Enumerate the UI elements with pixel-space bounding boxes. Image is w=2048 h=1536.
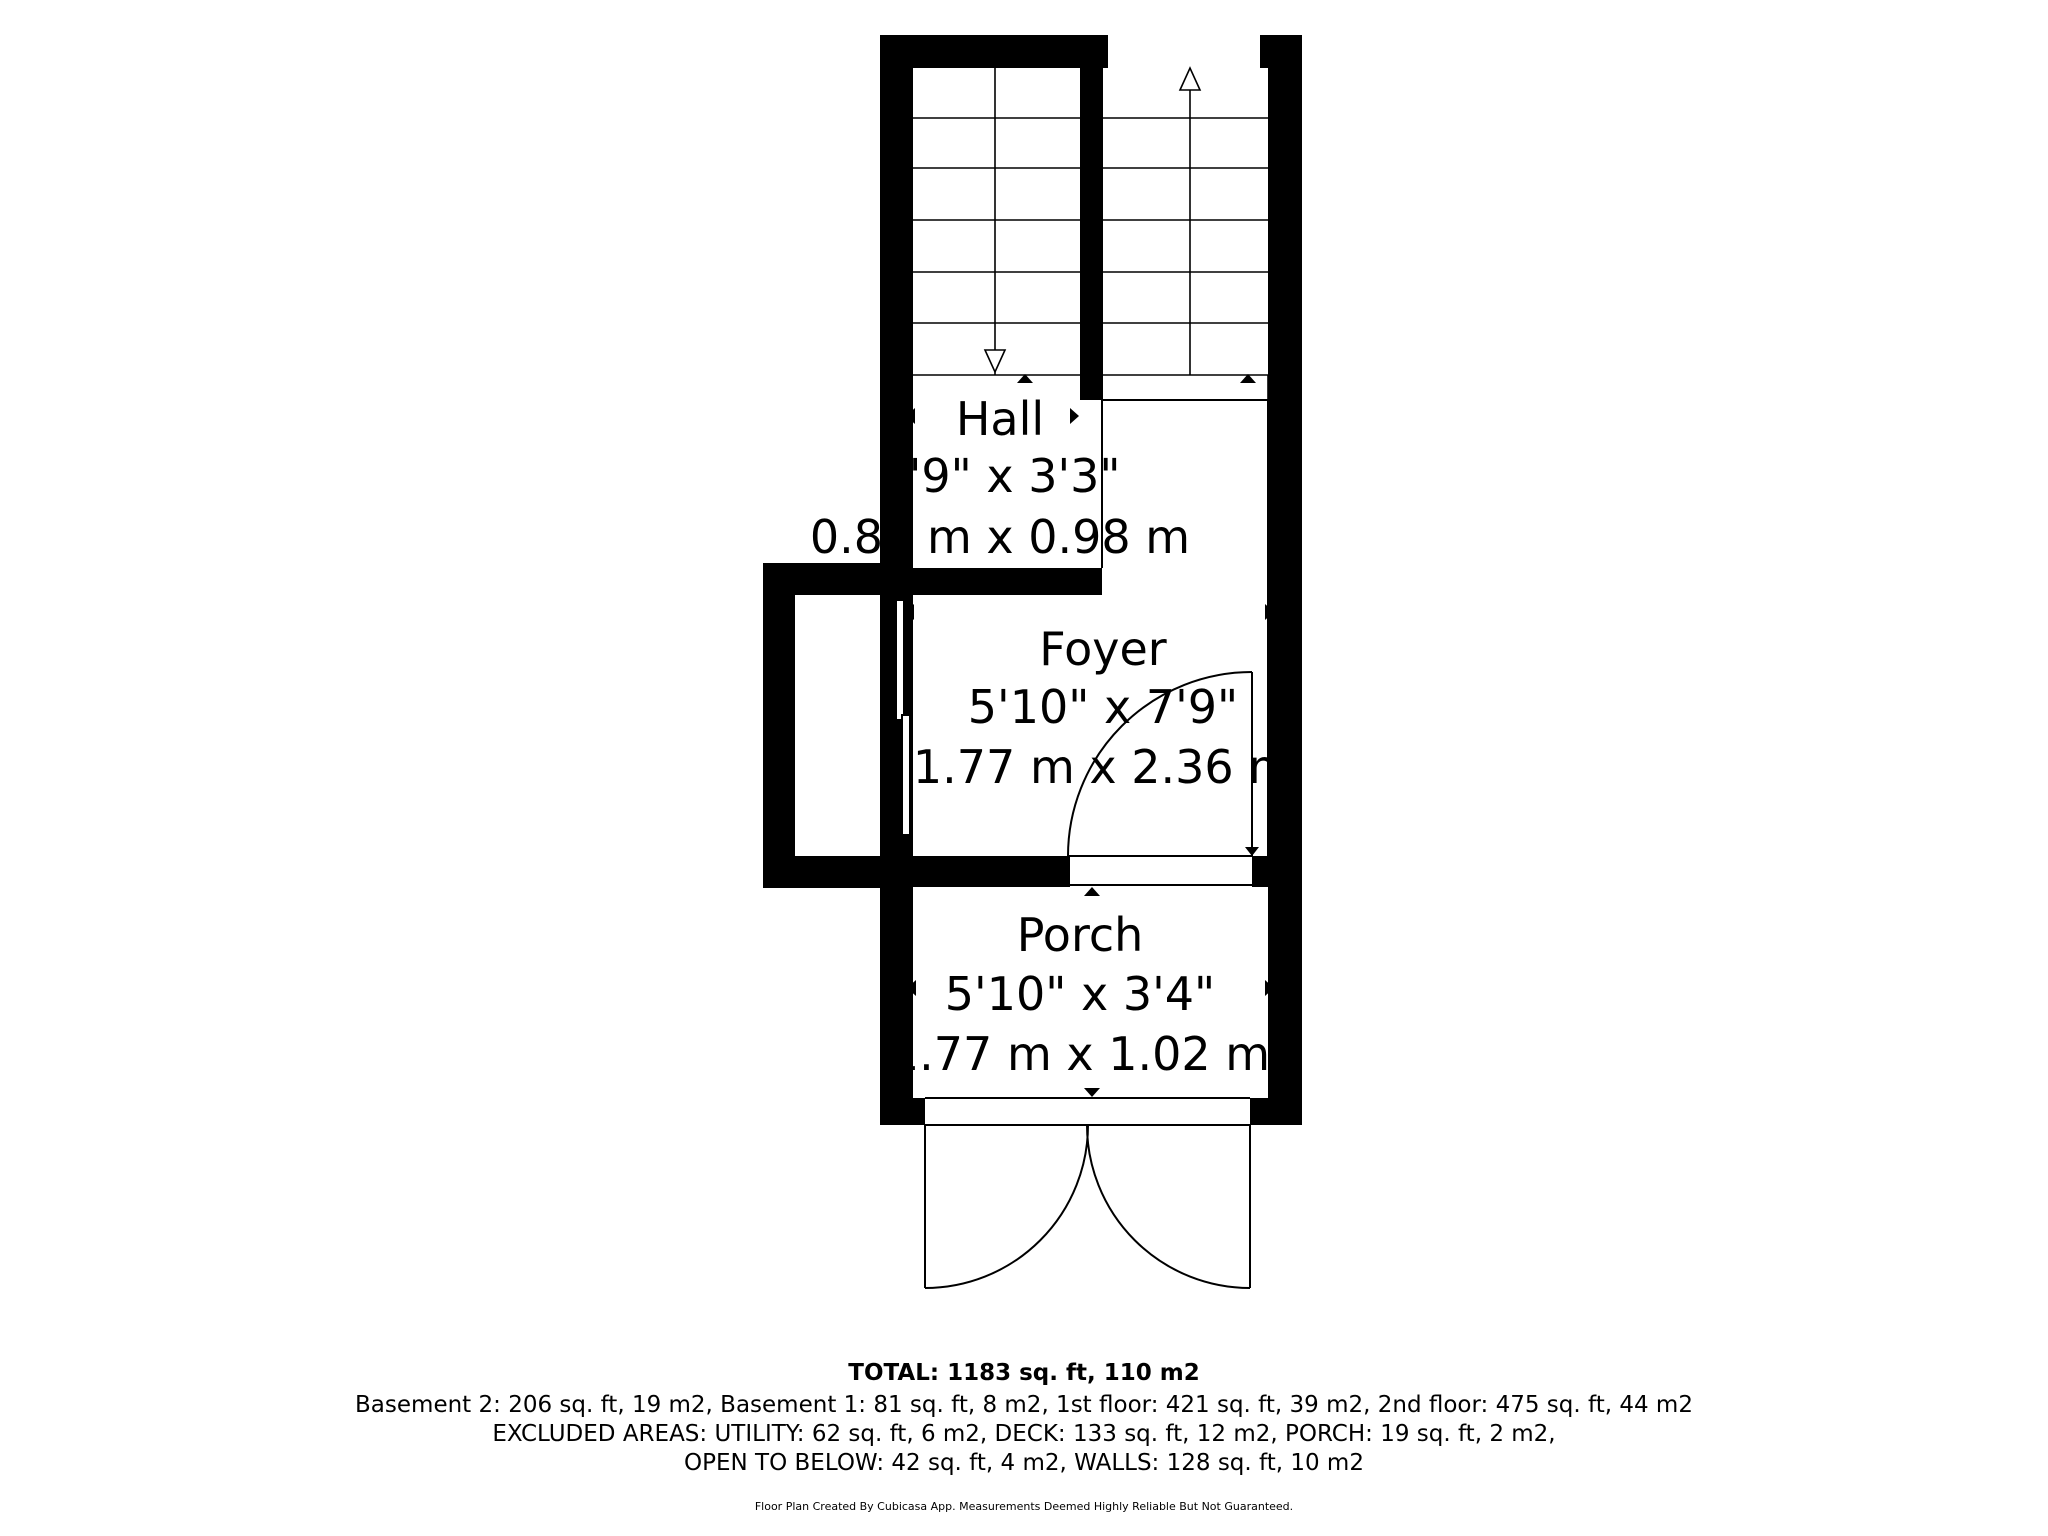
room-name: Foyer	[1039, 622, 1167, 676]
room-hall	[810, 392, 1190, 564]
room-imperial: 5'10" x 3'4"	[944, 967, 1216, 1021]
room-foyer	[913, 622, 1293, 794]
room-imperial: 2'9" x 3'3"	[879, 449, 1121, 503]
total-area: TOTAL: 1183 sq. ft, 110 m2	[848, 1360, 1200, 1386]
room-porch	[890, 908, 1270, 1081]
room-metric: 1.77 m x 1.02 m	[889, 1027, 1271, 1081]
excluded-areas: EXCLUDED AREAS: UTILITY: 62 sq. ft, 6 m2, DECK: 133 sq. ft, 12 m2, PORCH: 19 sq. ft, 2 m2,	[492, 1421, 1556, 1447]
porch-doors	[925, 1098, 1250, 1288]
room-metric: 0.83 m x 0.98 m	[809, 510, 1191, 564]
room-metric: 1.77 m x 2.36 m	[912, 740, 1294, 794]
open-to-below: OPEN TO BELOW: 42 sq. ft, 4 m2, WALLS: 128 sq. ft, 10 m2	[684, 1450, 1364, 1476]
credit-note: Floor Plan Created By Cubicasa App. Measurements Deemed Highly Reliable But Not Guaranteed.	[754, 1500, 1294, 1513]
floor-areas: Basement 2: 206 sq. ft, 19 m2, Basement 1: 81 sq. ft, 8 m2, 1st floor: 421 sq. ft, 39 m2, 2nd floor: 475 sq. ft, 44 m2	[355, 1392, 1693, 1418]
room-imperial: 5'10" x 7'9"	[967, 680, 1239, 734]
room-name: Porch	[1016, 908, 1144, 962]
room-name: Hall	[955, 392, 1045, 446]
